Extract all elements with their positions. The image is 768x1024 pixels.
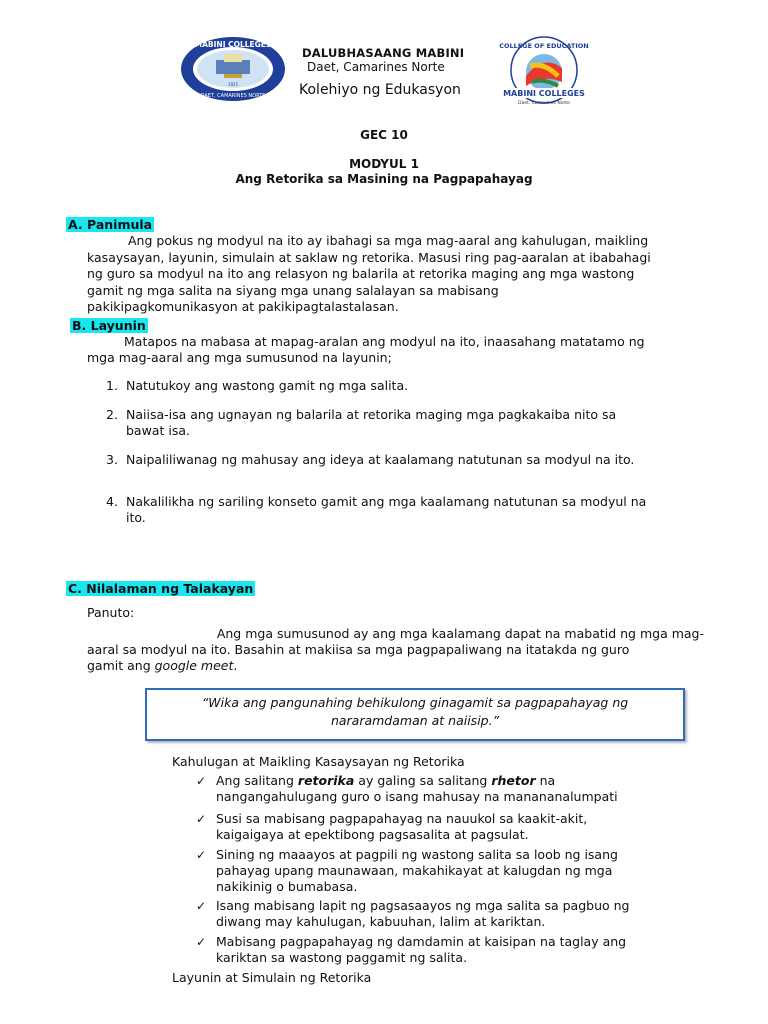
- quote-line: nararamdaman at naiisip.”: [330, 713, 500, 728]
- section-a-line: ng guro sa modyul na ito ang relasyon ng balarila at retorika maging ang mga wastong: [87, 266, 635, 281]
- panuto-line: aaral sa modyul na ito. Basahin at makiisa sa mga pagpapaliwang na itatakda ng guro: [87, 642, 630, 657]
- checkmark-icon: ✓: [196, 899, 207, 913]
- institution-location: Daet, Camarines Norte: [307, 60, 445, 74]
- check-item: ✓ Susi sa mabisang pagpapahayag na nauukol sa kaakit-akit, kaigaigaya at epektibong pagsasalita at pagsulat.: [196, 811, 588, 842]
- objective-number: 3.: [106, 452, 118, 467]
- check-item: ✓ Ang salitang retorika ay galing sa salitang rhetor na nangangahulugang guro o isang mahusay na manananalumpati: [196, 773, 618, 804]
- checkmark-icon: ✓: [196, 774, 207, 788]
- svg-text:MABINI COLLEGES: MABINI COLLEGES: [194, 40, 272, 49]
- section-a-line: gamit ng mga salita na siyang mga unang salalayan sa mabisang: [87, 283, 499, 298]
- objective-text: Nakalilikha ng sariling konseto gamit ang mga kaalamang natutunan sa modyul na: [126, 494, 647, 509]
- mabini-colleges-seal: [180, 36, 286, 102]
- section-b-heading: B. Layunin: [72, 318, 146, 333]
- svg-text:MABINI COLLEGES: MABINI COLLEGES: [503, 89, 585, 98]
- panuto-line: Ang mga sumusunod ay ang mga kaalamang dapat na mabatid ng mga mag-: [216, 626, 704, 641]
- college-of-education-logo: [492, 36, 596, 106]
- objective-text: ito.: [126, 510, 146, 525]
- svg-text:DAET, CAMARINES NORTE: DAET, CAMARINES NORTE: [200, 93, 266, 99]
- objective-number: 1.: [106, 378, 118, 393]
- objective-number: 2.: [106, 407, 118, 422]
- svg-text:Daet, Camarines Norte: Daet, Camarines Norte: [518, 101, 570, 106]
- objective-text: Natutukoy ang wastong gamit ng mga salita.: [126, 378, 409, 393]
- checkmark-icon: ✓: [196, 935, 207, 949]
- module-number: MODYUL 1: [349, 157, 419, 171]
- section-a-line: pakikipagkomunikasyon at pakikipagtalastalasan.: [87, 299, 399, 314]
- objective-text: Naipaliliwanag ng mahusay ang ideya at kaalamang natutunan sa modyul na ito.: [126, 452, 635, 467]
- module-title: Ang Retorika sa Masining na Pagpapahayag: [235, 172, 533, 186]
- section-a-line: Ang pokus ng modyul na ito ay ibahagi sa mga mag-aaral ang kahulugan, maikling: [128, 233, 649, 248]
- check-item: ✓ Mabisang pagpapahayag ng damdamin at kaisipan na taglay ang kariktan sa wastong paggamit ng salita.: [196, 934, 627, 965]
- course-code: GEC 10: [360, 128, 408, 142]
- check-item: ✓ Sining ng maaayos at pagpili ng wastong salita sa loob ng isang pahayag upang maunawaan, makahikayat at kalugdan ng mga nakikinig o bumabasa.: [196, 847, 618, 894]
- svg-text:1925: 1925: [227, 82, 239, 87]
- subheading-kahulugan: Kahulugan at Maikling Kasaysayan ng Retorika: [172, 754, 465, 769]
- section-c-heading: C. Nilalaman ng Talakayan: [68, 581, 254, 596]
- section-b-intro: Matapos na mabasa at mapag-aralan ang modyul na ito, inaasahang matatamo ng: [124, 334, 645, 349]
- quote-box: [145, 688, 685, 741]
- check-item: ✓ Isang mabisang lapit ng pagsasaayos ng mga salita sa pagbuo ng diwang may kahulugan, kabuuhan, lalim at kariktan.: [196, 898, 630, 929]
- section-a-heading: A. Panimula: [68, 217, 153, 232]
- objective-text: bawat isa.: [126, 423, 190, 438]
- section-b-intro: mga mag-aaral ang mga sumusunod na layunin;: [87, 350, 392, 365]
- objective-number: 4.: [106, 494, 118, 509]
- section-a-line: kasaysayan, layunin, simulain at saklaw ng retorika. Masusi ring pag-aaralan at ibabahagi: [87, 250, 651, 265]
- panuto-line: gamit ang google meet.: [87, 658, 238, 673]
- subheading-layunin-simulain: Layunin at Simulain ng Retorika: [172, 970, 372, 985]
- checkmark-icon: ✓: [196, 812, 207, 826]
- quote-line: “Wika ang pangunahing behikulong ginagamit sa pagpapahayag ng: [201, 695, 629, 710]
- objective-text: Naiisa-isa ang ugnayan ng balarila at retorika maging mga pagkakaiba nito sa: [126, 407, 617, 422]
- institution-name: DALUBHASAANG MABINI: [302, 46, 465, 60]
- panuto-label: Panuto:: [87, 605, 135, 620]
- college-name: Kolehiyo ng Edukasyon: [299, 82, 461, 98]
- svg-text:COLLEGE OF EDUCATION: COLLEGE OF EDUCATION: [499, 42, 589, 50]
- checkmark-icon: ✓: [196, 848, 207, 862]
